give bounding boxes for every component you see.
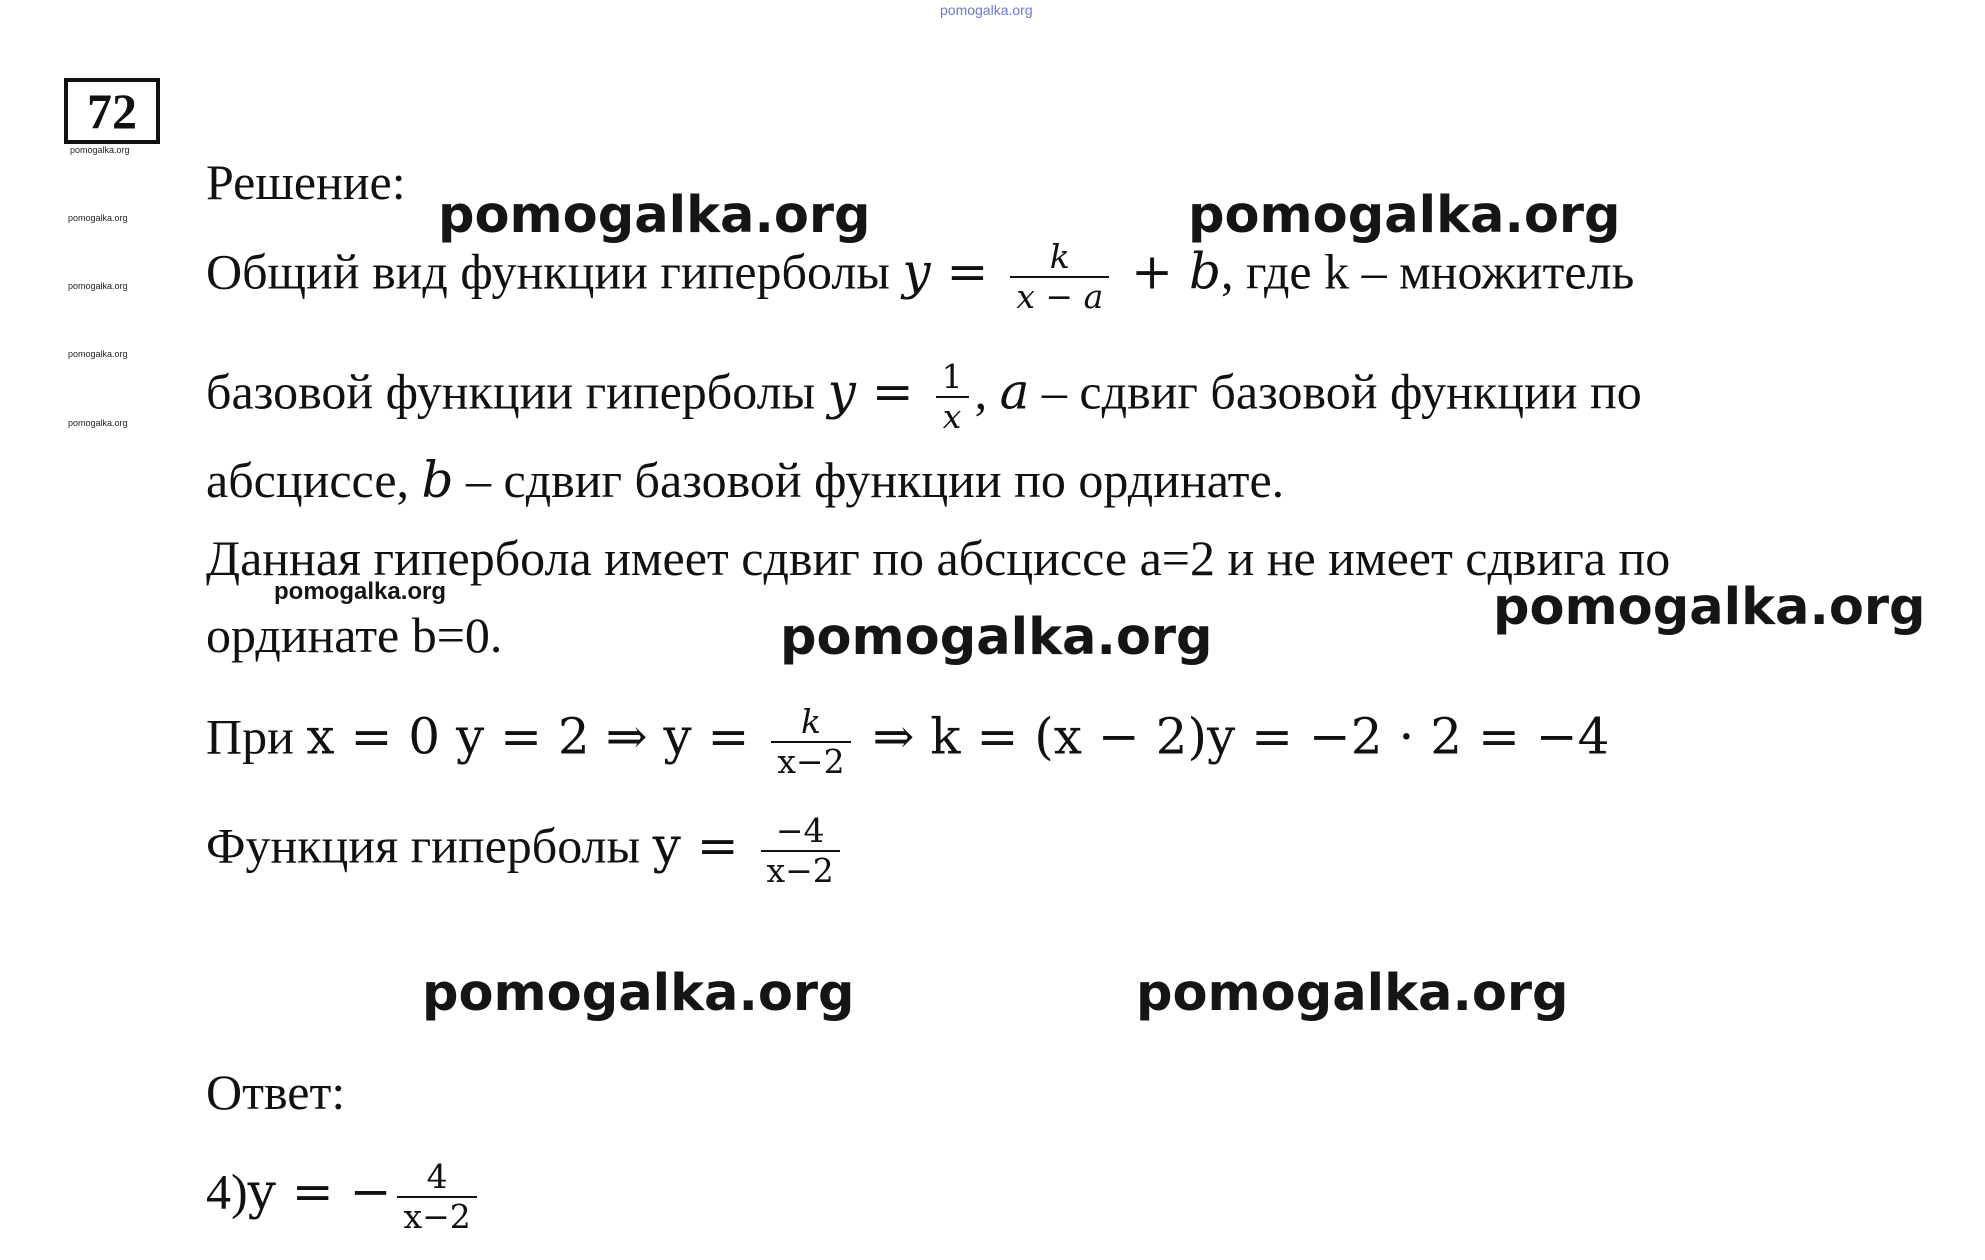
small-watermark: pomogalka.org: [68, 349, 128, 359]
line6-text: При: [206, 708, 307, 765]
equals-sign: =: [930, 242, 1005, 301]
line2-text-end: – сдвиг базовой функции по: [1029, 363, 1642, 420]
solution-line-2: [206, 358, 1642, 436]
denominator: x − a: [1010, 276, 1109, 316]
denominator: x−2: [771, 741, 850, 781]
fraction-k-over-x-minus-2: [771, 703, 850, 781]
solution-line-7: [206, 812, 846, 890]
equals-sign: =: [855, 362, 930, 421]
solution-line-4: Данная гипербола имеет сдвиг по абсциссе а=2 и не имеет сдвига по: [206, 530, 1671, 586]
small-watermark: pomogalka.org: [70, 145, 130, 155]
small-watermark: pomogalka.org: [68, 418, 128, 428]
watermark: pomogalka.org: [780, 608, 1213, 667]
numerator: k: [1049, 237, 1070, 276]
fraction-4-over-x-minus-2: [397, 1158, 476, 1236]
watermark: pomogalka.org: [1188, 186, 1621, 245]
answer-line: [206, 1158, 483, 1236]
solution-line-6: [206, 703, 1609, 781]
math-expression: ⇒ k = (x − 2)y = −2 · 2 = −4: [856, 707, 1610, 766]
solution-line-5: ординате b=0.: [206, 607, 503, 663]
var-b: b: [421, 451, 454, 509]
line7-text: Функция гиперболы: [206, 817, 653, 874]
var-y: y: [827, 362, 856, 421]
fraction-1-over-x: [936, 358, 969, 436]
denominator: x−2: [761, 850, 840, 890]
watermark: pomogalka.org: [1493, 578, 1926, 637]
line1-text-end: , где k – множитель: [1220, 243, 1635, 300]
math-expression: y =: [652, 816, 755, 875]
numerator: 4: [426, 1157, 448, 1196]
comma: ,: [974, 363, 1000, 420]
denominator: x−2: [397, 1196, 476, 1236]
numerator: 1: [941, 357, 963, 396]
line3-text-end: – сдвиг базовой функции по ординате.: [453, 452, 1285, 508]
watermark: pomogalka.org: [438, 186, 871, 245]
var-a: a: [999, 362, 1030, 421]
line2-text: базовой функции гиперболы: [206, 363, 828, 420]
line3-text: абсциссе,: [206, 452, 422, 508]
solution-line-3: [206, 450, 1284, 510]
watermark-medium: pomogalka.org: [274, 578, 447, 605]
small-watermark: pomogalka.org: [68, 281, 128, 291]
solution-line-1: [206, 238, 1634, 316]
top-watermark: pomogalka.org: [940, 2, 1033, 18]
line1-text: Общий вид функции гиперболы: [206, 243, 903, 300]
answer-prefix: 4): [206, 1163, 248, 1220]
task-number-box: 72: [64, 78, 160, 144]
fraction-minus4-over-x-minus-2: [761, 812, 840, 890]
watermark: pomogalka.org: [1136, 964, 1569, 1023]
math-expression: y = −: [247, 1162, 392, 1221]
denominator: x: [936, 396, 969, 436]
small-watermark: pomogalka.org: [68, 213, 128, 223]
watermark: pomogalka.org: [422, 964, 855, 1023]
solution-heading: Решение:: [206, 154, 406, 210]
numerator: −4: [775, 811, 825, 850]
numerator: k: [800, 702, 821, 741]
plus-sign: +: [1115, 242, 1189, 301]
var-b: b: [1188, 242, 1221, 301]
math-expression: x = 0 y = 2 ⇒ y =: [306, 707, 766, 766]
var-y: y: [902, 242, 931, 301]
answer-heading: Ответ:: [206, 1064, 346, 1120]
fraction-k-over-x-minus-a: [1010, 238, 1109, 316]
